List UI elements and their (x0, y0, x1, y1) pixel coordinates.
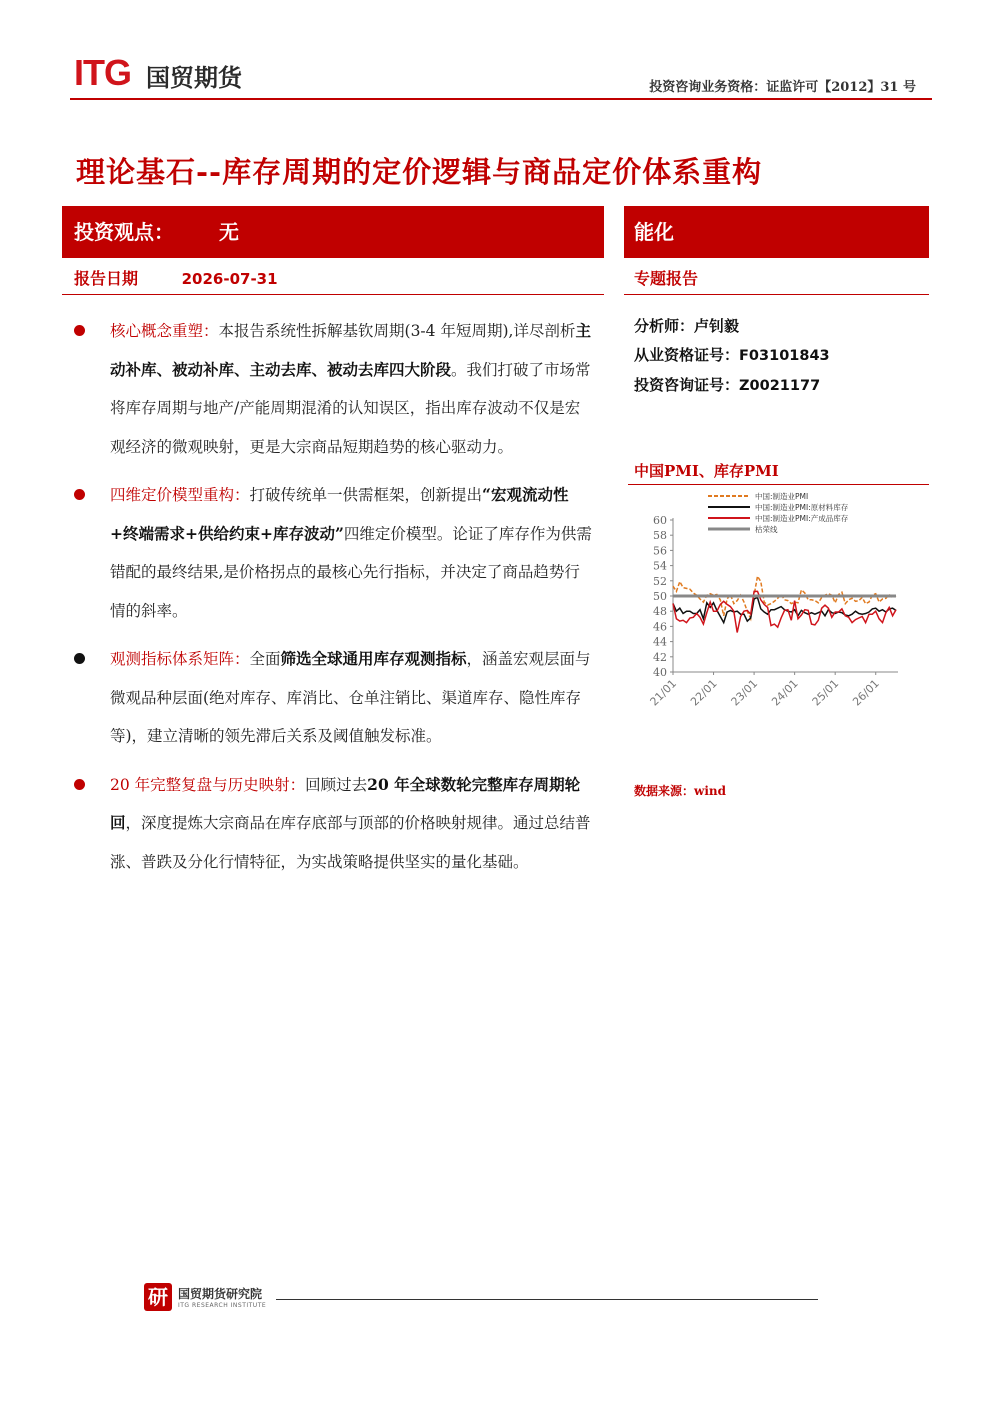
bullet-text: 。我们打破了市场常将库存周期与地产/产能周期混淆的认知误区，指出库存波动不仅是宏观经济的微观映射，更是大宗商品短期趋势的核心驱动力。 (110, 360, 591, 456)
x-tick-label: 21/01 (647, 676, 680, 709)
bullet-label: 20 年完整复盘与历史映射： (110, 775, 306, 794)
y-tick-label: 54 (653, 559, 667, 573)
y-tick-label: 56 (653, 544, 667, 558)
bullet-bold: “宏观流动性+终端需求+供给约束+库存波动” (110, 485, 569, 543)
qualification-label: 从业资格证号： (634, 346, 740, 364)
chart-title: 中国PMI、库存PMI (634, 462, 779, 480)
footer-divider (276, 1299, 818, 1300)
legend-label: 枯荣线 (755, 525, 778, 534)
list-item (74, 312, 594, 466)
bullet-dot-icon (74, 653, 85, 664)
y-tick-label: 46 (653, 620, 667, 634)
legend-label: 中国:制造业PMI:产成品库存 (755, 514, 849, 523)
y-tick-label: 48 (653, 605, 667, 619)
analyst-info (634, 312, 830, 401)
license-text: 投资咨询业务资格：证监许可【2012】31 号 (649, 80, 916, 95)
qualification-number: F03101843 (739, 348, 830, 364)
investment-view-label: 投资观点： (74, 220, 174, 244)
bullet-text: ，深度提炼大宗商品在库存底部与顶部的价格映射规律。通过总结普涨、普跌及分化行情特征，为实战策略提供坚实的量化基础。 (110, 814, 591, 871)
bullet-label: 观测指标体系矩阵： (110, 650, 250, 668)
research-institute-logo: 研 (144, 1283, 172, 1311)
bullet-text: 回顾过去 (305, 775, 368, 794)
sector-banner (624, 206, 929, 258)
itg-logo: ITG (74, 52, 131, 93)
page-title: 理论基石--库存周期的定价逻辑与商品定价体系重构 (76, 155, 763, 189)
data-source: 数据来源：wind (634, 784, 727, 798)
bullet-text: 打破传统单一供需框架，创新提出 (249, 486, 483, 504)
investment-view-value: 无 (218, 220, 239, 244)
advisory-line (634, 371, 830, 401)
research-institute-name-en: ITG RESEARCH INSTITUTE (178, 1302, 267, 1309)
pmi-chart (628, 484, 929, 766)
bullet-label: 核心概念重塑： (110, 322, 219, 340)
y-tick-label: 44 (653, 635, 667, 649)
y-tick-label: 50 (653, 590, 667, 603)
bullet-label: 四维定价模型重构： (110, 486, 250, 504)
report-date (74, 266, 278, 289)
y-tick-label: 58 (653, 529, 667, 543)
x-tick-label: 25/01 (809, 676, 842, 709)
investment-view-banner (62, 206, 604, 258)
bullet-text: ，涵盖宏观层面与微观品种层面(绝对库存、库消比、仓单注销比、渠道库存、隐性库存等)，建立清晰的领先滞后关系及阈值触发标准。 (110, 650, 591, 745)
x-tick-label: 22/01 (688, 676, 720, 709)
qualification-line (634, 341, 830, 371)
key-points (74, 312, 594, 881)
bullet-dot-icon (74, 779, 85, 790)
report-type: 专题报告 (634, 269, 699, 288)
date-divider (62, 294, 604, 295)
bullet-bold: 主动补库、被动补库、主动去库、被动去库四大阶段 (110, 321, 591, 379)
research-institute-name: 国贸期货研究院 (178, 1287, 263, 1301)
legend-label: 中国:制造业PMI (755, 492, 809, 501)
advisory-number: Z0021177 (739, 378, 821, 394)
bullet-text: 全面 (249, 650, 281, 668)
y-tick-label: 40 (653, 666, 667, 679)
list-item (74, 766, 594, 882)
legend-label: 中国:制造业PMI:原材料库存 (755, 503, 849, 512)
sector-label: 能化 (634, 220, 674, 244)
report-type-divider (624, 294, 929, 295)
x-tick-label: 23/01 (728, 676, 761, 709)
list-item (74, 640, 594, 756)
bullet-text: 本报告系统性拆解基钦周期(3-4 年短周期),详尽剖析 (218, 322, 576, 340)
report-date-label: 报告日期 (74, 269, 139, 288)
company-name: 国贸期货 (146, 64, 242, 92)
advisory-label: 投资咨询证号： (634, 376, 740, 394)
header-divider (70, 98, 932, 100)
y-tick-label: 52 (653, 574, 667, 588)
x-tick-label: 26/01 (850, 676, 882, 709)
y-tick-label: 60 (653, 514, 667, 527)
bullet-bold: 筛选全球通用库存观测指标 (280, 649, 467, 668)
list-item (74, 476, 594, 630)
bullet-bold: 20 年全球数轮完整库存周期轮回 (110, 774, 581, 832)
x-tick-label: 24/01 (769, 676, 801, 709)
bullet-dot-icon (74, 489, 85, 500)
analyst-name: 分析师：卢钊毅 (634, 317, 740, 335)
pmi-chart-svg (628, 484, 929, 766)
bullet-dot-icon (74, 325, 85, 336)
bullet-text: 四维定价模型。论证了库存作为供需错配的最终结果,是价格拐点的最核心先行指标，并决定了商品趋势行情的斜率。 (110, 524, 592, 620)
report-date-value: 2026-07-31 (181, 270, 278, 288)
y-tick-label: 42 (653, 650, 667, 664)
